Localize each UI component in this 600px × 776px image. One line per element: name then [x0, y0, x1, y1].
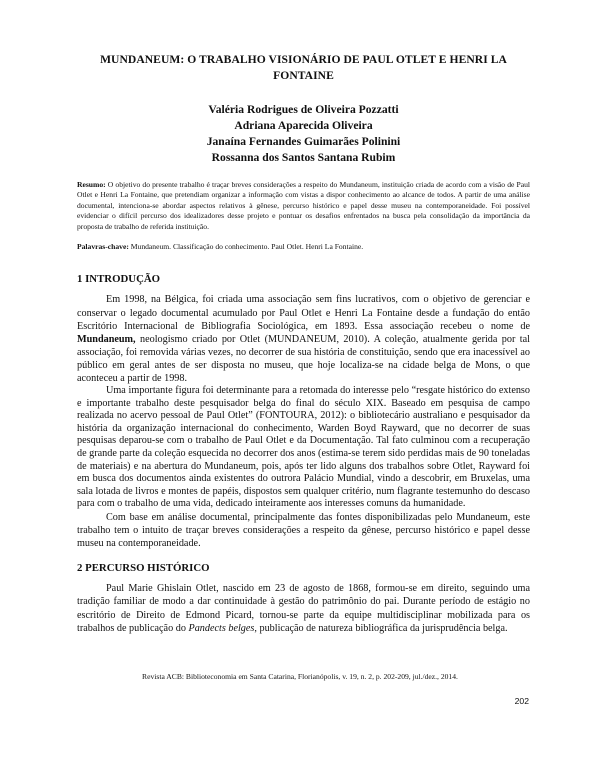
paragraph-italic-term: Pandects belges [188, 622, 255, 634]
article-title: MUNDANEUM: O TRABALHO VISIONÁRIO DE PAUL OTLET E HENRI LA FONTAINE [100, 53, 507, 82]
abstract [77, 180, 530, 232]
paragraph [77, 293, 530, 385]
paragraph: Uma importante figura foi determinante para a retomada do interesse pelo “resgate histórico do extenso e importante trabalho deste pesquisador belga do final do século XIX. Baseado em pesquisa de campo realizada no acervo pessoal de Paul Otlet” (FONTOURA, 2012): o bibliotecário australiano e pesquisador da história da organização internacional do conhecimento, Warden Boyd Rayward, que no decorrer de suas pesquisas deparou-se com o trabalho de Paul Otlet e da Documentação. Tal fato culminou com a recuperação de grande parte da coleção esquecida no decorrer dos anos (estima-se terem sido perdidas mais de 90 toneladas de materiais) e na abertura do Mundaneum, pois, após ter lido alguns dos trabalhos sobre Otlet, Rayward foi em busca dos documentos ainda existentes do outrora Palácio Mundial, vindo a descobrir, em Bruxelas, uma sala lotada de livros e montes de papéis, dispostos sem qualquer critério, num flagrante testemunho do descaso para com o trabalho de uma vida, dedicado inteiramente aos interesses comuns da humanidade. [77, 385, 530, 510]
paragraph-text: Em 1998, na Bélgica, foi criada uma associação sem fins lucrativos, com o objetivo de gerenciar e conservar o legado documental acumulado por Paul Otlet e Henri La Fontaine desde a fundação do então Escritório Internacional de Bibliografia Sociológica, em 1893. Essa associação recebeu o nome de [77, 294, 530, 332]
abstract-text: O objetivo do presente trabalho é traçar breves considerações a respeito do Mundaneum, instituição criada de acordo com a visão de Paul Otlet e Henri La Fontaine, que pretendiam organizar a informação com vistas a dispor conhecimento ao alcance de todos. A partir de uma análise documental, intenciona-se abordar aspectos relativos à gênese, percurso histórico e papel desse museu na contemporaneidade. Foi possível evidenciar o difícil percurso dos idealizadores desse projeto e pontuar os desafios enfrentados na busca pela consolidação da importância da proposta de trabalho de referida instituição. [77, 180, 530, 231]
paragraph-text: Paul Marie Ghislain Otlet, nascido em 23 de agosto de 1868, formou-se em direito, seguindo uma tradição familiar de modo a dar continuidade à gestão do patrimônio do pai. Durante período de estágio no escritório de Direito de Edmond Picard, tornou-se parte da equipe multidisciplinar mobilizada para os trabalhos de publicação do [77, 583, 530, 634]
page-number: 202 [514, 696, 529, 706]
paragraph: Com base em análise documental, principalmente das fontes disponibilizadas pelo Mundaneum, este trabalho tem o intuito de traçar breves considerações a respeito da gênese, percurso histórico e papel desse museu na contemporaneidade. [77, 512, 530, 550]
journal-citation-footer: Revista ACB: Biblioteconomia em Santa Catarina, Florianópolis, v. 19, n. 2, p. 202-209, jul./dez., 2014. [142, 672, 458, 681]
keywords [77, 242, 530, 252]
abstract-label: Resumo: [77, 180, 106, 189]
author-name: Janaína Fernandes Guimarães Polinini [206, 135, 401, 148]
author-name: Adriana Aparecida Oliveira [234, 119, 373, 132]
section-heading-history: 2 PERCURSO HISTÓRICO [77, 562, 210, 575]
author-name: Valéria Rodrigues de Oliveira Pozzatti [208, 103, 399, 116]
section-heading-introduction: 1 INTRODUÇÃO [77, 273, 161, 286]
keywords-text: Mundaneum. Classificação do conhecimento. Paul Otlet. Henri La Fontaine. [128, 242, 364, 252]
paragraph [77, 582, 530, 634]
paragraph-bold-term: Mundaneum, [77, 333, 136, 345]
keywords-label: Palavras-chave: [77, 242, 129, 252]
author-list [77, 102, 530, 166]
paragraph-text: , publicação de natureza bibliográfica da jurisprudência belga. [254, 622, 508, 634]
author-name: Rossanna dos Santos Santana Rubim [211, 151, 396, 164]
paragraph-text: neologismo criado por Otlet (MUNDANEUM, 2010). A coleção, atualmente gerida por tal associação, foi removida várias vezes, no decorrer de sua história de constituição, sendo que era inacessível ao público em geral antes de ser disposta no museu, que hoje localiza-se na cidade belga de Mons, o que aconteceu a partir de 1998. [77, 333, 530, 384]
